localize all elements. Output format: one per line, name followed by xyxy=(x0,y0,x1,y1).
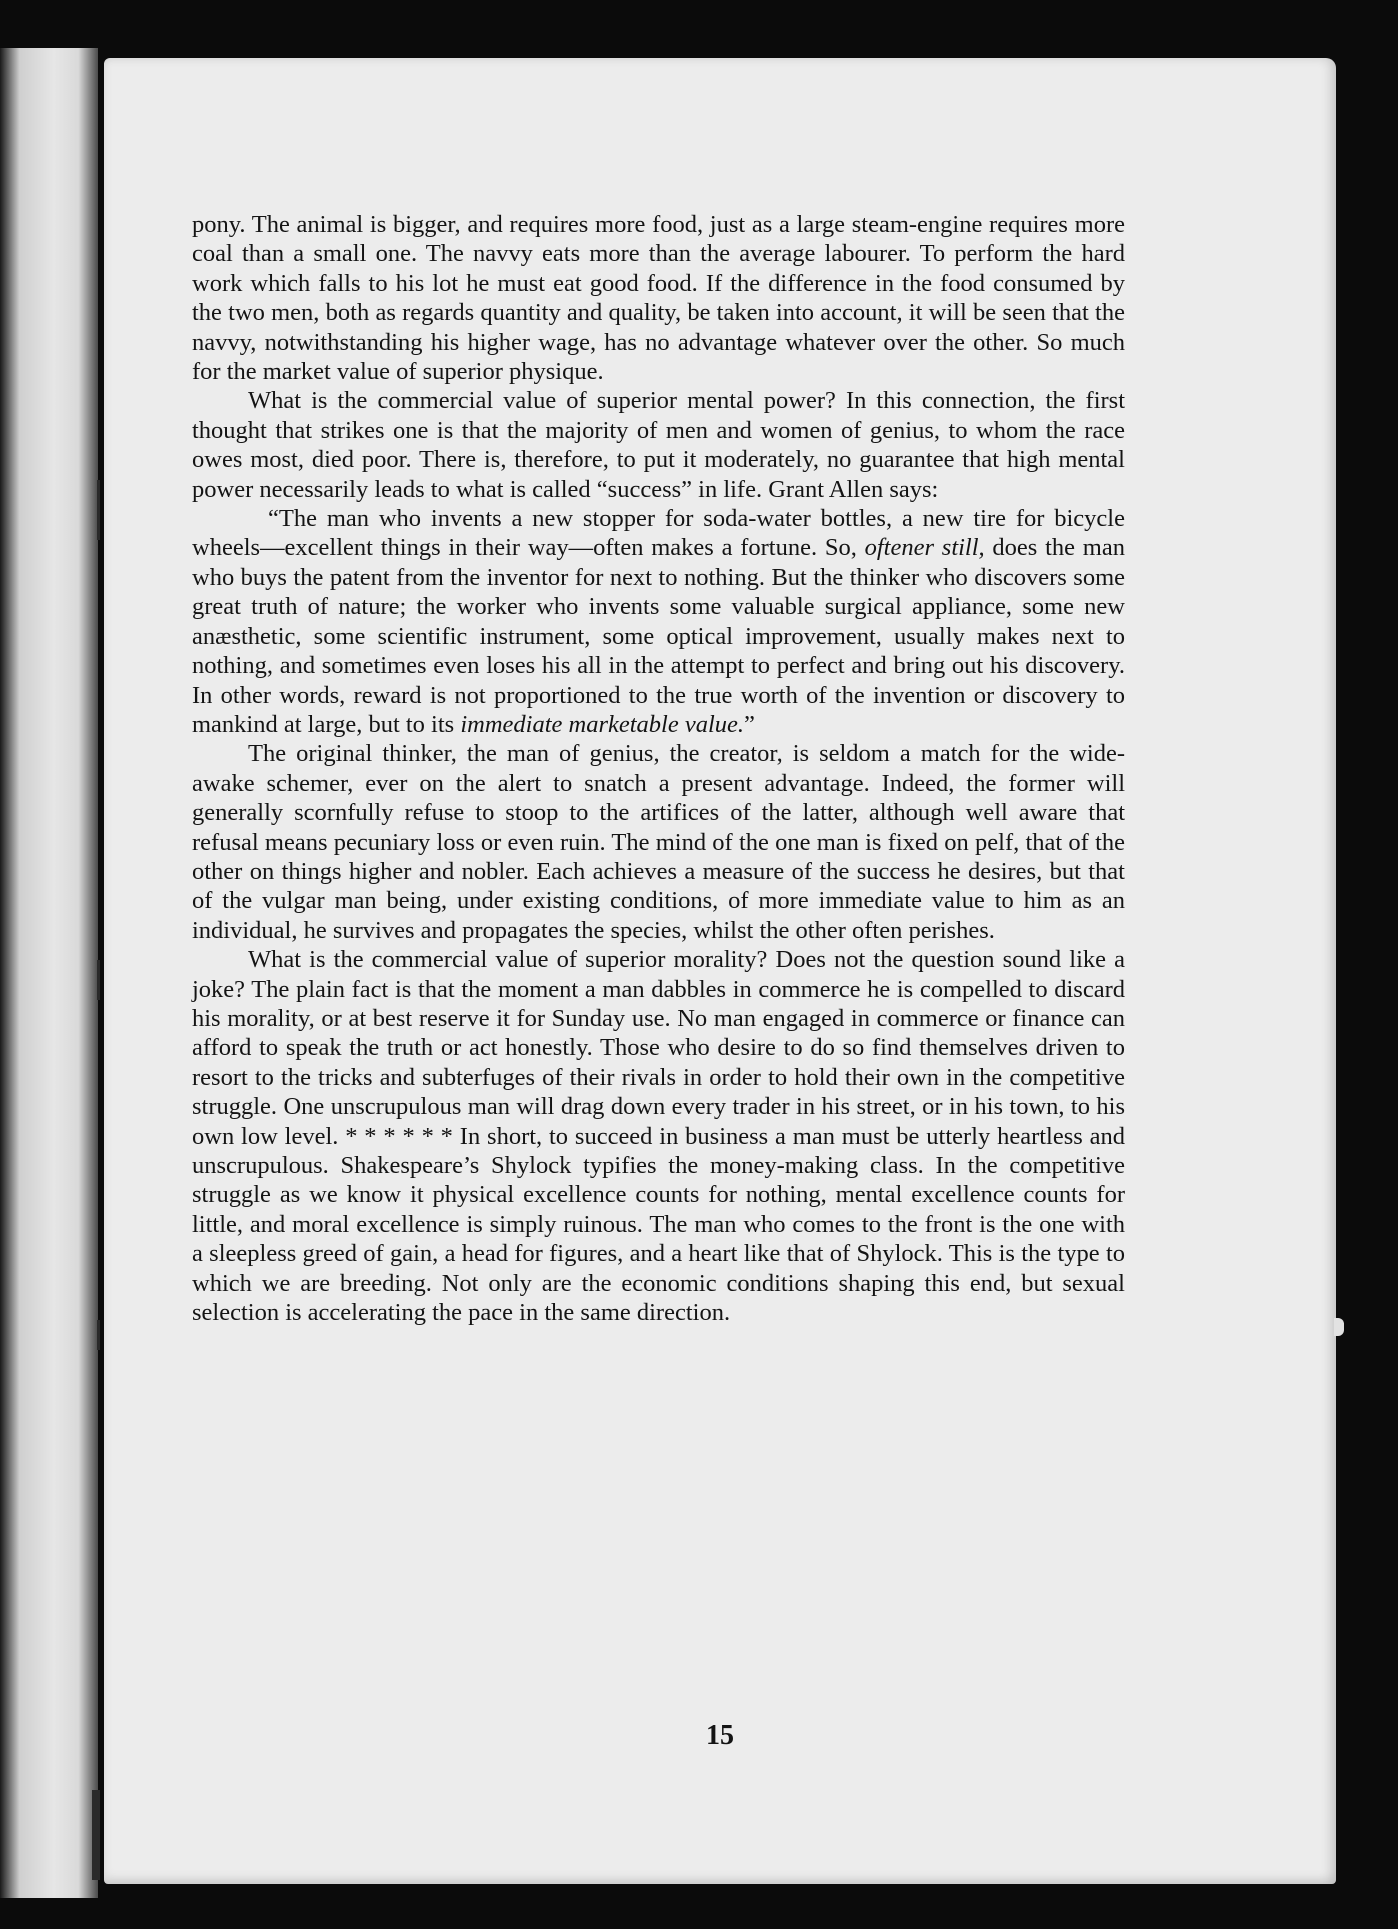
body-text xyxy=(192,210,1125,1327)
quote-text: ” xyxy=(744,710,755,738)
paragraph: What is the commercial value of superior mental power? In this connection, the first thought that strikes one is that the majority of men and women of genius, to whom the race owes most, died poor. There is, therefore, to put it moderately, no guarantee that high mental power necessarily leads to what is called “success” in life. Grant Allen says: xyxy=(192,387,1125,503)
facing-page-mark xyxy=(92,1790,100,1880)
paragraph: What is the commercial value of superior morality? Does not the question sound like a joke? The plain fact is that the moment a man dabbles in commerce he is compelled to discard his morality, or at best reserve it for Sunday use. No man engaged in commerce or finance can afford to speak the truth or act honestly. Those who desire to do so find themselves driven to resort to the tricks and subterfuges of their rivals in order to hold their own in the competitive struggle. One unscrupulous man will drag down every trader in his street, or in his town, to his own low level. * * * * * * In short, to succeed in business a man must be utterly heartless and unscrupulous. Shakespeare’s Shylock typifies the money-making class. In the competitive struggle as we know it physical excellence counts for nothing, mental excellence counts for little, and moral excellence is simply ruinous. The man who comes to the front is the one with a sleepless greed of gain, a head for figures, and a heart like that of Shylock. This is the type to which we are breeding. Not only are the economic conditions shaping this end, but sexual selection is accelerating the pace in the same direction. xyxy=(192,946,1125,1327)
book-page xyxy=(104,58,1336,1884)
paragraph: pony. The animal is bigger, and requires more food, just as a large steam-engine requires more coal than a small one. The navvy eats more than the average labourer. To perform the hard work which falls to his lot he must eat good food. If the difference in the food consumed by the two men, both as regards quantity and quality, be taken into account, it will be seen that the navvy, notwithstanding his higher wage, has no advantage whatever over the other. So much for the market value of superior physique. xyxy=(192,211,1125,386)
paragraph: The original thinker, the man of genius, the creator, is seldom a match for the wide-awake schemer, ever on the alert to snatch a present advantage. Indeed, the former will generally scornfully refuse to stoop to the artifices of the latter, although well aware that refusal means pecuniary loss or even ruin. The mind of the one man is fixed on pelf, that of the other on things higher and nobler. Each achieves a measure of the success he desires, but that of the vulgar man being, under existing conditions, of more immediate value to him as an individual, he survives and propagates the species, whilst the other often perishes. xyxy=(192,740,1125,944)
facing-page-edge xyxy=(0,48,98,1898)
page-edge-tab xyxy=(1334,1318,1344,1336)
quote-text: “The man who invents a new stopper for soda-water bottles, a new tire for bicycle wheels—excellent things in their way—often makes a fortune. So, xyxy=(192,505,1125,562)
facing-page-mark xyxy=(97,960,100,1000)
facing-page-mark xyxy=(97,1320,100,1350)
quote-emphasis: immediate marketable value. xyxy=(460,710,745,738)
quote-text: does the man who buys the patent from the inventor for next to nothing. But the thinker who discovers some great truth of nature; the worker who invents some valuable surgical appliance, some new anæsthetic, some scientific instrument, some optical improvement, usually makes next to nothing, and sometimes even loses his all in the attempt to perfect and bring out his discovery. In other words, reward is not proportioned to the true worth of the invention or discovery to mankind at large, but to its xyxy=(192,534,1125,738)
quote-emphasis: oftener still, xyxy=(864,534,985,562)
page-number: 15 xyxy=(706,1720,734,1751)
facing-page-mark xyxy=(97,480,100,540)
quoted-paragraph xyxy=(192,504,1125,739)
